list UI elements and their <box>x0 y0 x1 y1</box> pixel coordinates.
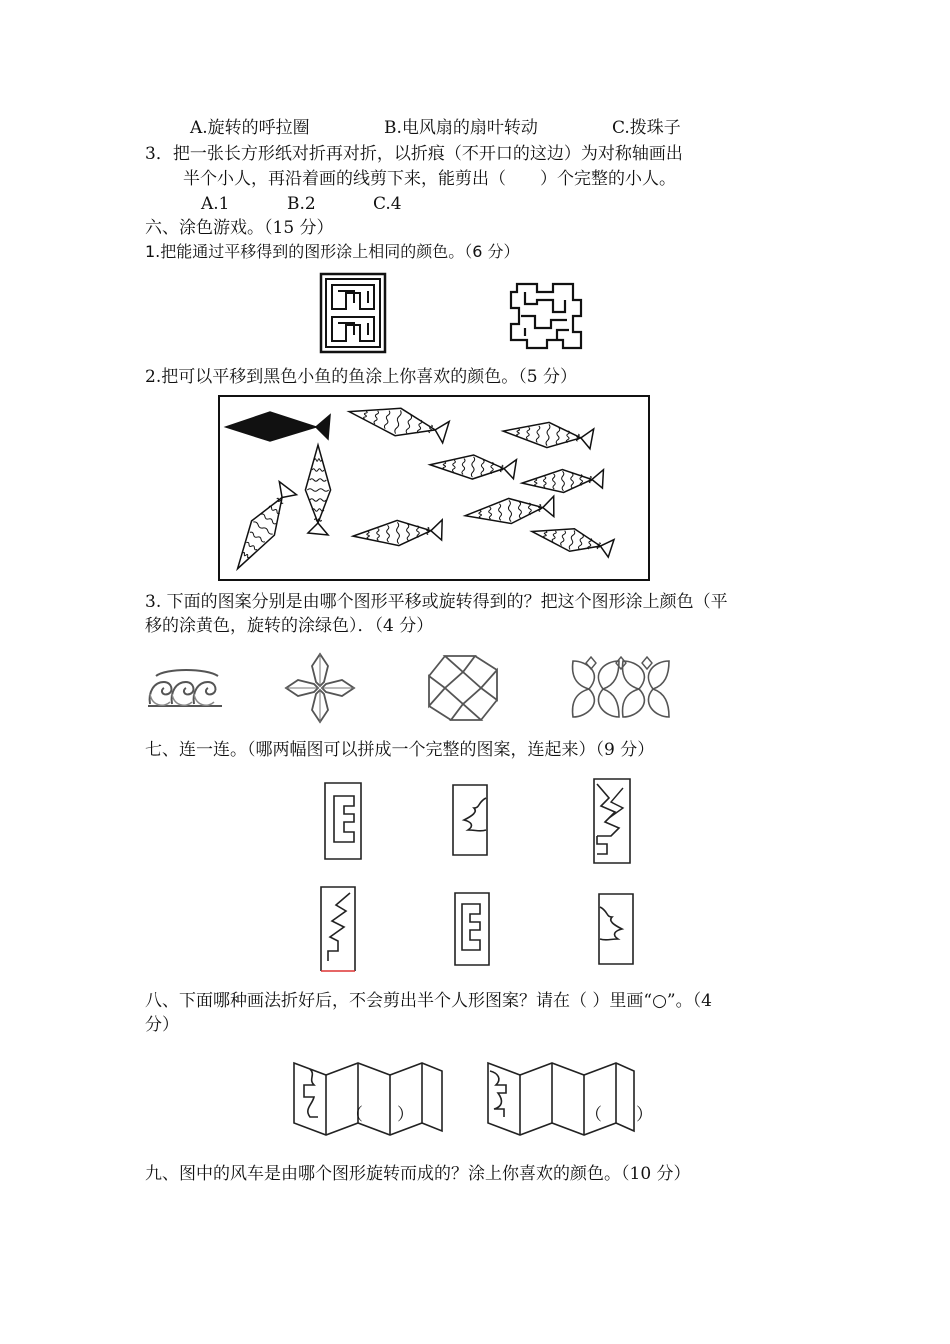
fish-stripe <box>500 465 503 472</box>
section9-title: 九、图中的风车是由哪个图形旋转而成的？涂上你喜欢的颜色。（10 分） <box>145 1164 691 1184</box>
match-card-zigzag-top <box>593 778 631 864</box>
match-card-e-bottom <box>454 892 490 966</box>
fish-stripe <box>589 476 592 483</box>
section6-q2: 2.把可以平移到黑色小鱼的鱼涂上你喜欢的颜色。（5 分） <box>145 367 577 387</box>
fish-stripe <box>426 527 429 534</box>
section8-answer-paren-1[interactable]: （ ） <box>346 1105 414 1125</box>
folded-paper-1 <box>290 1057 448 1139</box>
section6-q3-line1: 3. 下面的图案分别是由哪个图形平移或旋转得到的？把这个图形涂上颜色（平 <box>145 592 728 612</box>
section8-line1: 八、下面哪种画法折好后，不会剪出半个人形图案？请在（ ）里画“○”。（4 <box>145 991 712 1011</box>
q3-line2: 半个小人，再沿着画的线剪下来，能剪出（ ）个完整的小人。 <box>183 169 676 189</box>
section8-line2: 分） <box>145 1015 179 1035</box>
leaf-pattern <box>569 655 673 721</box>
match-card-zigzag-bottom <box>318 885 358 973</box>
section6-q1: 1.把能通过平移得到的图形涂上相同的颜色。（6 分） <box>145 242 520 261</box>
q3-option-c: C.4 <box>373 194 402 214</box>
striped-fish <box>464 494 556 528</box>
q3-option-a: A.1 <box>201 194 230 214</box>
wave-pattern <box>146 662 224 712</box>
q2-option-b: B.电风扇的扇叶转动 <box>384 118 538 138</box>
maze-pattern-2 <box>507 280 583 352</box>
striped-fish <box>305 445 330 535</box>
section6-title: 六、涂色游戏。（15 分） <box>145 218 334 238</box>
striped-fish <box>502 419 594 452</box>
striped-fish <box>226 480 300 576</box>
maze-pattern-1 <box>320 273 386 353</box>
match-card-e-top <box>324 782 362 860</box>
fish-stripe <box>314 519 321 522</box>
match-card-leaf-bottom <box>598 893 634 965</box>
fish-panel <box>218 395 650 581</box>
q3-option-b: B.2 <box>287 194 316 214</box>
pinwheel-pattern <box>425 652 501 724</box>
folded-paper-2 <box>484 1057 640 1139</box>
section6-q3-line2: 移的涂黄色，旋转的涂绿色）．（4 分） <box>145 616 434 636</box>
q3-line1: 3．把一张长方形纸对折再对折，以折痕（不开口的这边）为对称轴画出 <box>145 144 683 164</box>
striped-fish <box>346 398 450 446</box>
fish-stripe <box>538 504 541 511</box>
section8-answer-paren-2[interactable]: （ ） <box>585 1105 653 1125</box>
striped-fish <box>521 467 604 494</box>
section7-title: 七、连一连。（哪两幅图可以拼成一个完整的图案，连起来）（9 分） <box>145 740 655 760</box>
cross-pattern <box>284 652 356 724</box>
match-card-leaf-top <box>452 784 488 856</box>
q2-option-c: C.拨珠子 <box>612 118 681 138</box>
striped-fish <box>429 453 516 482</box>
black-fish <box>226 412 330 441</box>
q2-option-a: A.旋转的呼拉圈 <box>190 118 310 138</box>
striped-fish <box>352 517 444 548</box>
striped-fish <box>530 520 615 560</box>
